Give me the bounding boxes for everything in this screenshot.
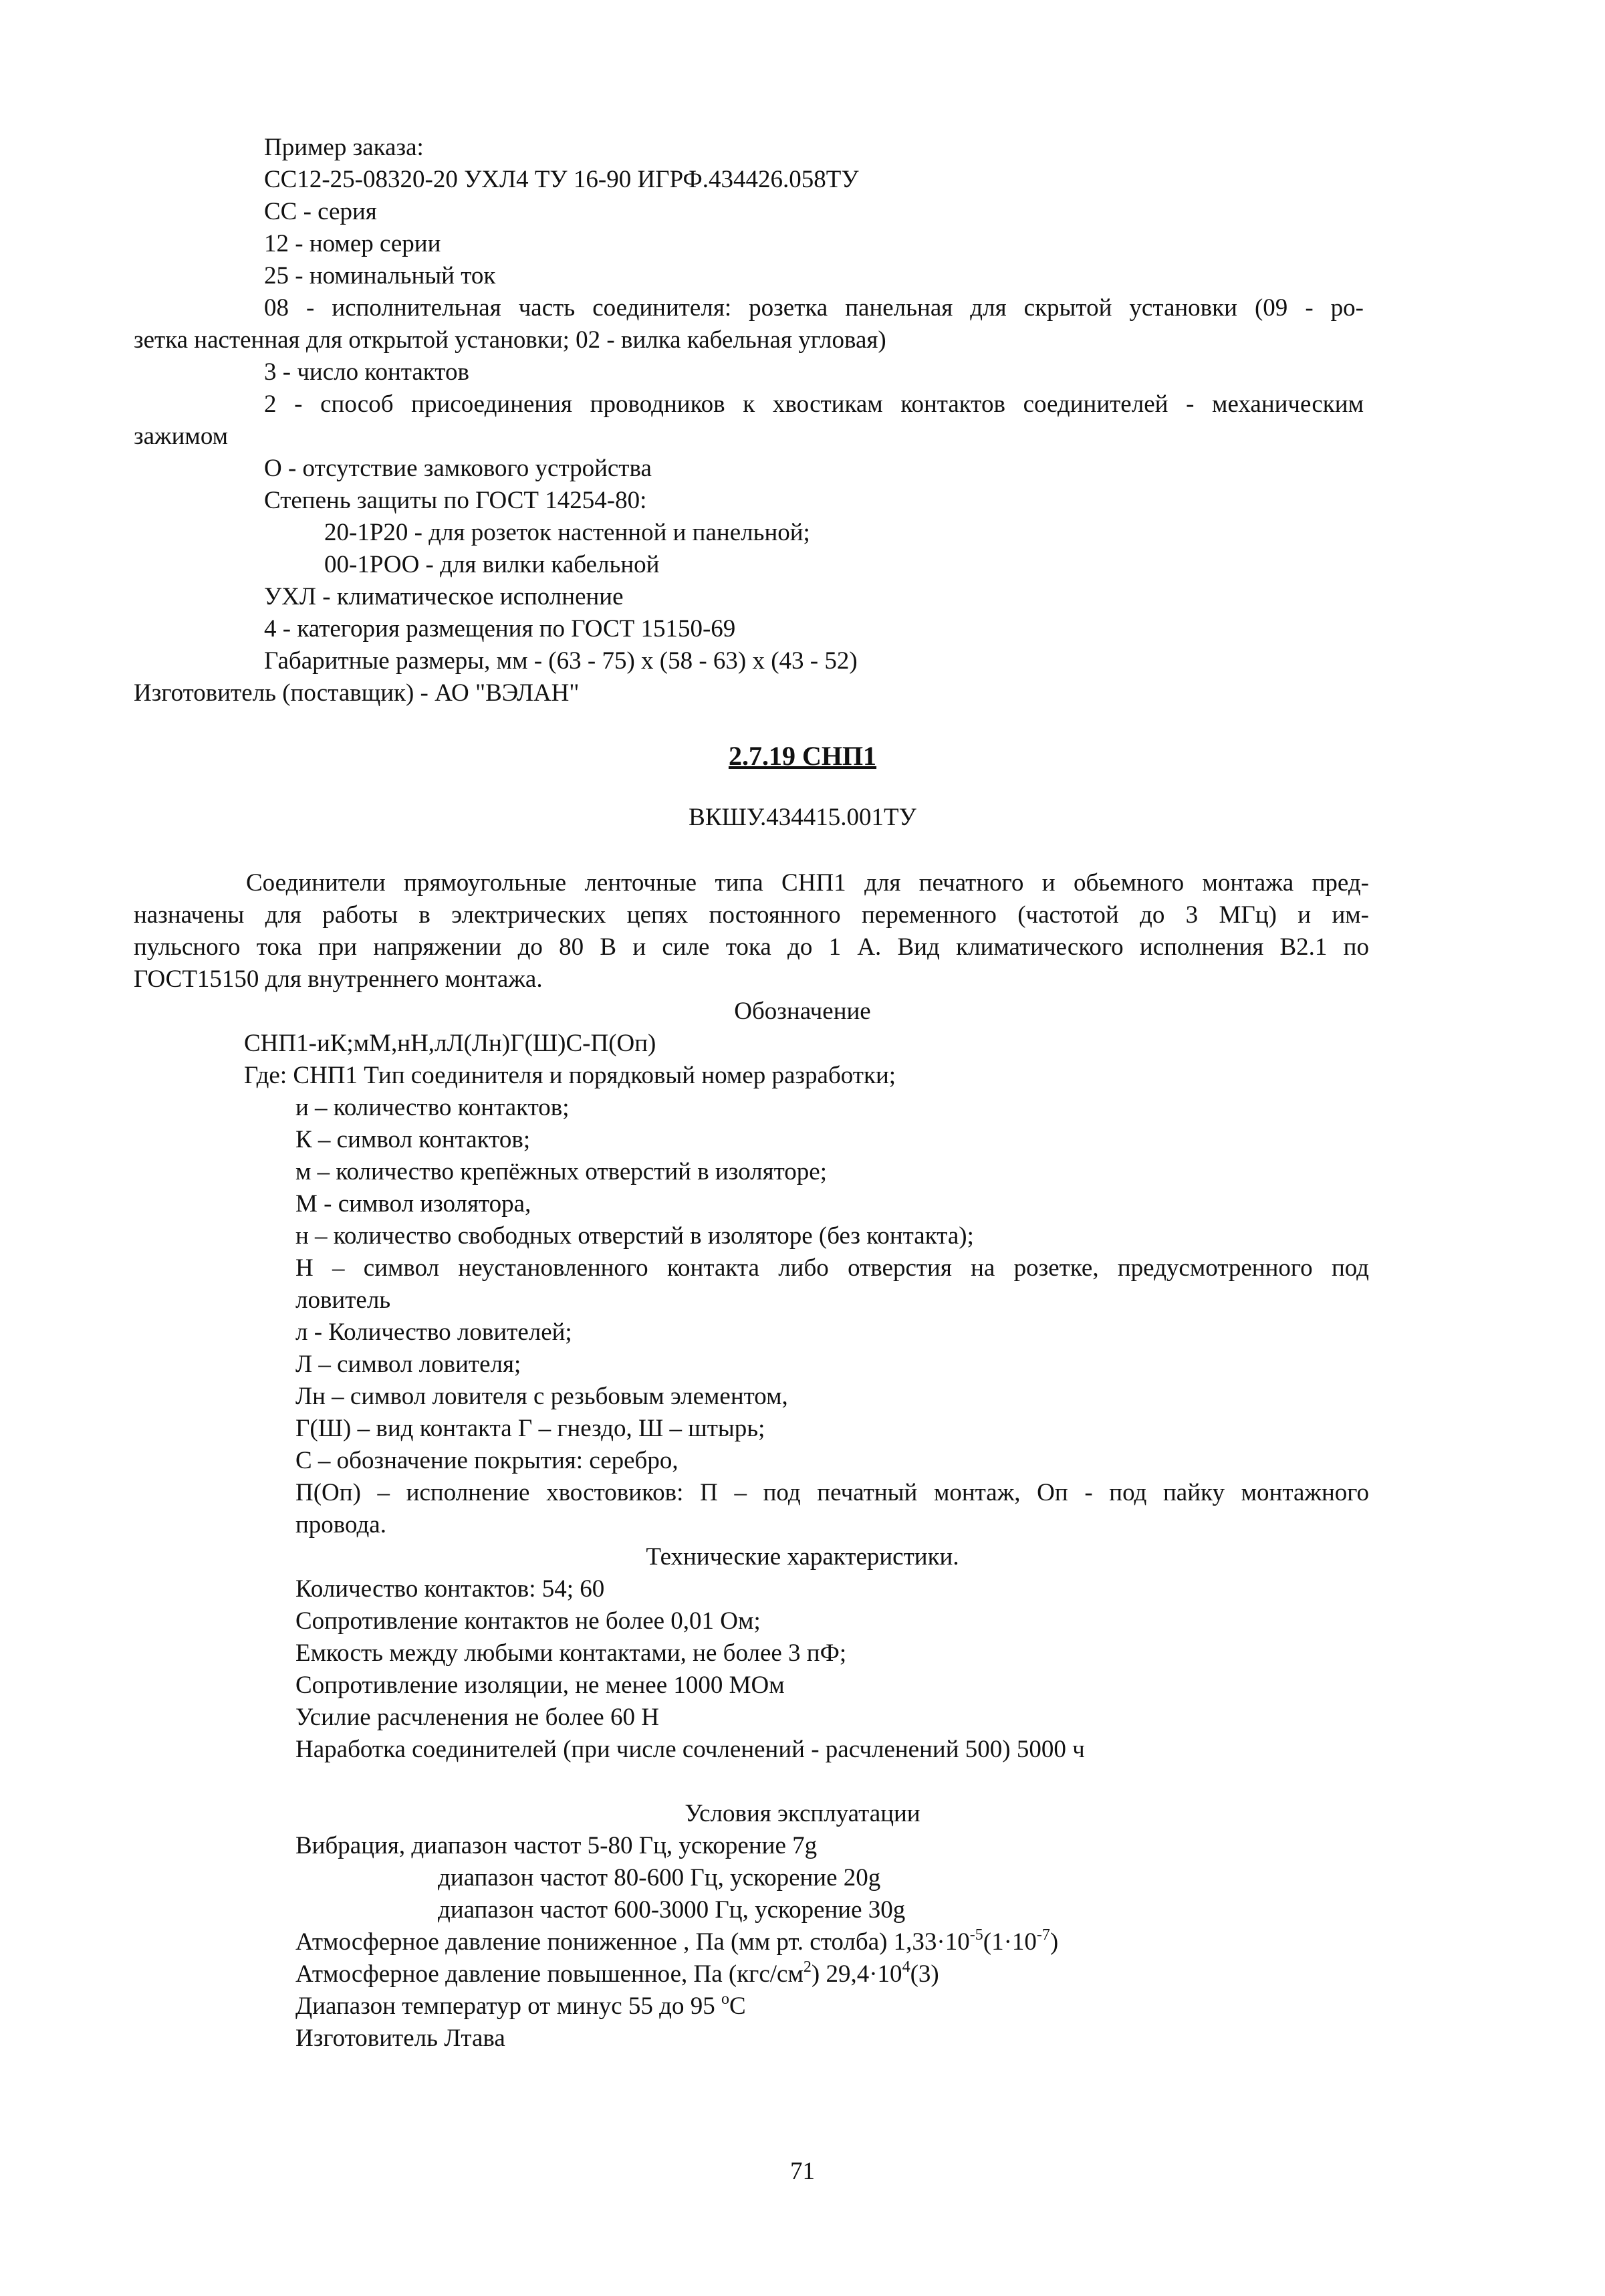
vibration-line: диапазон частот 80-600 Гц, ускорение 20g (438, 1864, 881, 1891)
pressure-high-text: Атмосферное давление повышенное, Па (кгс/см (295, 1960, 804, 1988)
where-line: Г(Ш) – вид контакта Г – гнездо, Ш – штырь; (295, 1415, 765, 1442)
where-line: К – символ контактов; (295, 1126, 531, 1153)
designation-title: Обозначение (734, 998, 871, 1025)
order-item: 3 - число контактов (264, 358, 469, 386)
order-item: Габаритные размеры, мм - (63 - 75) х (58 - 63) х (43 - 52) (264, 647, 858, 675)
where-line: Л – символ ловителя; (295, 1351, 521, 1378)
temperature-text: Диапазон температур от минус 55 до 95 (295, 1992, 721, 2020)
order-item: зажимом (134, 423, 229, 450)
intro-line: ГОСТ15150 для внутреннего монтажа. (134, 965, 543, 993)
pressure-high-exp1: 2 (803, 1958, 812, 1976)
order-item: 4 - категория размещения по ГОСТ 15150-69 (264, 615, 736, 643)
pressure-high-mid: ) 29,4·10 (811, 1960, 902, 1988)
order-item: Степень защиты по ГОСТ 14254-80: (264, 487, 647, 514)
pressure-high-end: (3) (910, 1960, 939, 1988)
tech-title: Технические характеристики. (646, 1543, 959, 1571)
pressure-low-end: ) (1050, 1928, 1059, 1956)
temperature-unit: С (729, 1992, 746, 2020)
designation-code: СНП1-иК;мМ,нН,лЛ(Лн)Г(Ш)С-П(Оп) (244, 1030, 656, 1057)
pressure-low-text: Атмосферное давление пониженное , Па (мм рт. столба) 1,33·10 (295, 1928, 970, 1956)
vibration-line: диапазон частот 600-3000 Гц, ускорение 30g (438, 1896, 906, 1924)
where-line: м – количество крепёжных отверстий в изоляторе; (295, 1158, 827, 1185)
where-line: н – количество свободных отверстий в изоляторе (без контакта); (295, 1222, 974, 1250)
where-line: и – количество контактов; (295, 1094, 570, 1121)
page-number: 71 (790, 2158, 815, 2185)
where-line: Где: СНП1 Тип соединителя и порядковый номер разработки; (244, 1062, 896, 1089)
tech-line: Усилие расчленения не более 60 Н (295, 1704, 659, 1731)
order-item: 12 - номер серии (264, 230, 441, 257)
tech-line: Емкость между любыми контактами, не более 3 пФ; (295, 1639, 847, 1667)
conditions-title: Условия эксплуатации (685, 1800, 920, 1827)
order-item: 20-1Р20 - для розеток настенной и панельной; (324, 519, 810, 546)
temperature-degree: o (721, 1990, 729, 2008)
order-item: 08 - исполнительная часть соединителя: розетка панельная для скрытой установки (09 - ро- (264, 294, 1364, 322)
tech-line: Сопротивление контактов не более 0,01 Ом; (295, 1607, 761, 1635)
pressure-high-line (295, 1959, 939, 1990)
vibration-line: Вибрация, диапазон частот 5-80 Гц, ускорение 7g (295, 1832, 818, 1859)
order-item: 25 - номинальный ток (264, 262, 496, 290)
where-line: провода. (295, 1511, 386, 1538)
where-line: Н – символ неустановленного контакта либо отверстия на розетке, предусмотренного под (295, 1254, 1369, 1282)
temperature-line (295, 1991, 746, 2022)
order-item: СС - серия (264, 198, 377, 225)
pressure-low-line (295, 1927, 1058, 1958)
where-line: Лн – символ ловителя с резьбовым элементом, (295, 1383, 788, 1410)
section-manufacturer: Изготовитель Лтава (295, 2025, 505, 2052)
intro-line: пульсного тока при напряжении до 80 В и силе тока до 1 А. Вид климатического исполнения В2.1 по (134, 933, 1369, 961)
where-line: ловитель (295, 1286, 391, 1314)
tech-line: Сопротивление изоляции, не менее 1000 МОм (295, 1672, 785, 1699)
intro-line: назначены для работы в электрических цепях постоянного переменного (частотой до 3 МГц) и им- (134, 901, 1369, 929)
order-item: О - отсутствие замкового устройства (264, 455, 652, 482)
order-item: УХЛ - климатическое исполнение (264, 583, 624, 610)
pressure-low-mid: (1·10 (983, 1928, 1037, 1956)
order-item: 00-1РОО - для вилки кабельной (324, 551, 660, 578)
order-example-code: СС12-25-08320-20 УХЛ4 ТУ 16-90 ИГРФ.434426.058ТУ (264, 166, 859, 193)
section-heading: 2.7.19 СНП1 (728, 741, 877, 771)
intro-line: Соединители прямоугольные ленточные типа СНП1 для печатного и обьемного монтажа пред- (246, 869, 1369, 897)
tech-line: Количество контактов: 54; 60 (295, 1575, 605, 1603)
where-line: л - Количество ловителей; (295, 1318, 572, 1346)
order-manufacturer: Изготовитель (поставщик) - АО "ВЭЛАН" (134, 679, 580, 707)
spec-number: ВКШУ.434415.001ТУ (689, 804, 916, 831)
pressure-low-exp1: -5 (969, 1926, 983, 1944)
where-line: С – обозначение покрытия: серебро, (295, 1447, 678, 1474)
order-item: 2 - способ присоединения проводников к хвостикам контактов соединителей - механическим (264, 390, 1364, 418)
pressure-high-exp2: 4 (902, 1958, 910, 1976)
tech-line: Наработка соединителей (при числе сочленений - расчленений 500) 5000 ч (295, 1736, 1085, 1763)
order-item: зетка настенная для открытой установки; 02 - вилка кабельная угловая) (134, 326, 886, 354)
where-line: М - символ изолятора, (295, 1190, 531, 1218)
pressure-low-exp2: -7 (1036, 1926, 1050, 1944)
order-example-title: Пример заказа: (264, 134, 424, 161)
where-line: П(Оп) – исполнение хвостовиков: П – под печатный монтаж, Оп - под пайку монтажного (295, 1479, 1369, 1506)
